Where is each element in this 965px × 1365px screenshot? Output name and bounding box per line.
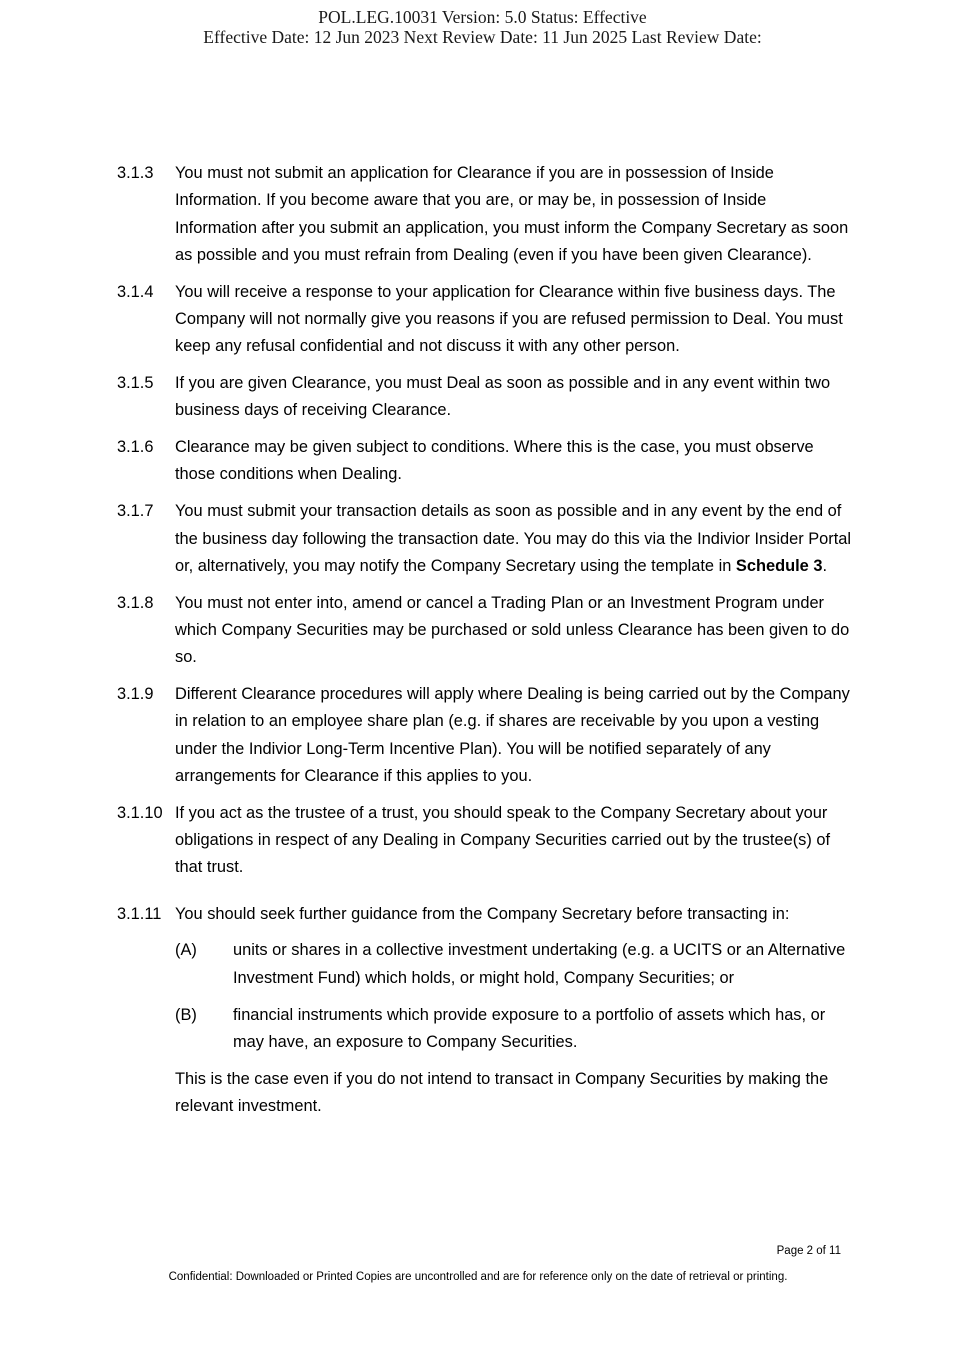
document-body [117, 160, 852, 1120]
subitem-letter: (B) [175, 1005, 197, 1024]
subitem-text: units or shares in a collective investment undertaking (e.g. a UCITS or an Alternative Investment Fund) which holds, or might hold, Company Securities; or [233, 941, 846, 987]
clause-text-start: You must submit your transaction details as soon as possible and in any event by the end of the business day following the transaction date. You may do this via the Indivior Insider Portal or, alternatively, you may notify the Company Secretary using the template in [175, 502, 852, 575]
clause-number: 3.1.5 [117, 374, 154, 393]
subitem-letter: (A) [175, 941, 197, 960]
clause-text: Different Clearance procedures will apply where Dealing is being carried out by the Company in relation to an employee share plan (e.g. if shares are receivable by you upon a vesting under the Indivior Long-Term Incentive Plan). You will be notified separately of any arrangements for Clearance if this applies to you. [175, 685, 850, 785]
clause-number: 3.1.4 [117, 282, 154, 301]
clause-note: This is the case even if you do not intend to transact in Company Securities by making the relevant investment. [175, 1069, 829, 1115]
clause-number: 3.1.9 [117, 685, 154, 704]
clause-text [175, 498, 852, 580]
header-dates-line: Effective Date: 12 Jun 2023 Next Review Date: 11 Jun 2025 Last Review Date: [203, 27, 762, 47]
clause-text: You must not submit an application for Clearance if you are in possession of Inside Information. If you become aware that you are, or may be, in possession of Inside Information after you submit an application, you must inform the Company Secretary as soon as possible and you must refrain from Dealing (even if you have been given Clearance). [175, 164, 849, 264]
clause-text: If you act as the trustee of a trust, you should speak to the Company Secretary about your obligations in respect of any Dealing in Company Securities carried out by the trustee(s) of that trust. [175, 803, 831, 877]
clause-text: You will receive a response to your application for Clearance within five business days. The Company will not normally give you reasons if you are refused permission to Deal. You must keep any refusal confidential and not discuss it with any other person. [175, 282, 843, 356]
clause-number: 3.1.10 [117, 803, 163, 822]
clause-text: If you are given Clearance, you must Deal as soon as possible and in any event within two business days of receiving Clearance. [175, 374, 831, 420]
clause-3-1-3 [117, 160, 852, 269]
page-number: Page 2 of 11 [776, 1245, 841, 1257]
clause-3-1-11 [117, 901, 852, 1056]
clause-text-end: . [822, 556, 828, 575]
confidentiality-notice: Confidential: Downloaded or Printed Copies are uncontrolled and are for reference only on the date of retrieval or printing. [168, 1271, 788, 1283]
clause-3-1-5 [117, 370, 852, 425]
clause-number: 3.1.3 [117, 164, 154, 182]
clause-text: You should seek further guidance from the Company Secretary before transacting in: [175, 904, 790, 923]
document-header [0, 7, 965, 47]
clause-3-1-6 [117, 434, 852, 489]
clause-number: 3.1.8 [117, 593, 154, 612]
clause-text: You must not enter into, amend or cancel a Trading Plan or an Investment Program under which Company Securities may be purchased or sold unless Clearance has been given to do so. [175, 593, 850, 667]
clause-text: Clearance may be given subject to conditions. Where this is the case, you must observe those conditions when Dealing. [175, 438, 814, 484]
clause-number: 3.1.7 [117, 502, 154, 521]
clause-number: 3.1.11 [117, 904, 162, 923]
clause-3-1-7 [117, 498, 852, 580]
header-policy-line: POL.LEG.10031 Version: 5.0 Status: Effective [318, 7, 647, 27]
subitem-a [175, 937, 852, 992]
clause-3-1-4 [117, 279, 852, 361]
subitem-b [175, 1002, 852, 1057]
schedule-reference: Schedule 3 [735, 556, 823, 575]
clause-3-1-10 [117, 800, 852, 882]
subitem-text: financial instruments which provide exposure to a portfolio of assets which has, or may have, an exposure to Company Securities. [233, 1005, 826, 1051]
clause-3-1-8 [117, 590, 852, 672]
clause-3-1-9 [117, 681, 852, 790]
clause-number: 3.1.6 [117, 438, 154, 457]
